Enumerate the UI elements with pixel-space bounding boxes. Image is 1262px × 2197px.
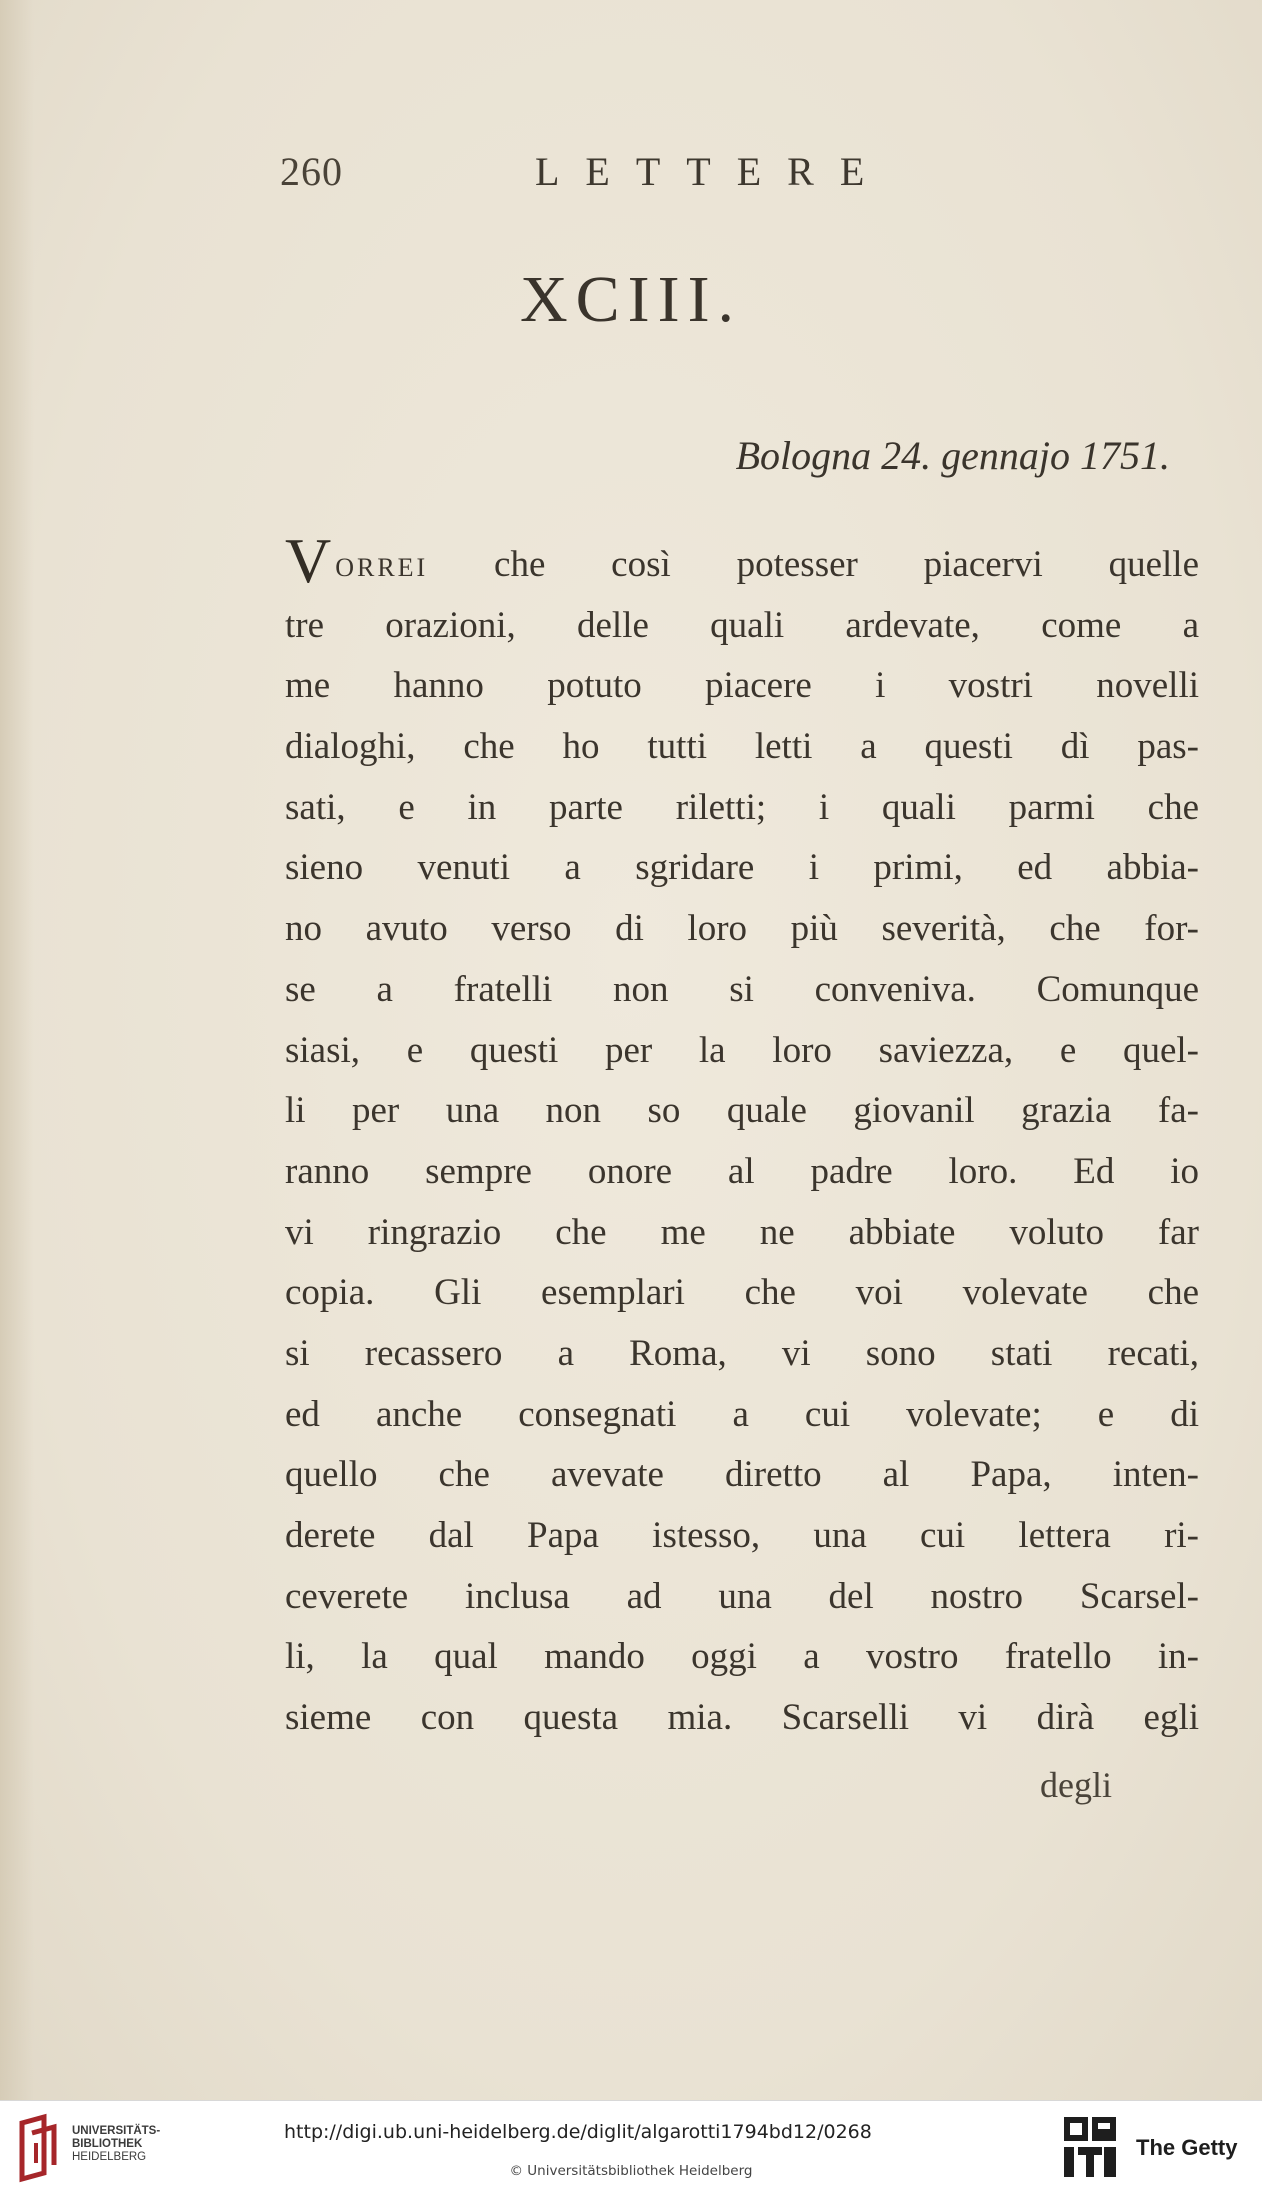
body-line: li per una non so quale giovanil grazia fa- <box>285 1090 1199 1132</box>
catchword: degli <box>1040 1765 1112 1805</box>
running-title: LETTERE <box>535 149 891 194</box>
body-line: li, la qual mando oggi a vostro fratello in- <box>285 1636 1199 1678</box>
library-name-line: UNIVERSITÄTS- <box>72 2125 161 2137</box>
logo-shape <box>1104 2147 1116 2177</box>
logo-shape <box>1070 2123 1082 2135</box>
body-line: vi ringrazio che me ne abbiate voluto far <box>285 1211 1199 1253</box>
page-number: 260 <box>280 149 343 194</box>
logo-shape <box>1098 2123 1110 2129</box>
logo-shape <box>1086 2155 1094 2177</box>
logo-shape <box>1078 2147 1102 2155</box>
running-head <box>280 148 960 198</box>
logo-shape <box>1064 2147 1074 2177</box>
body-line: siasi, e questi per la loro saviezza, e quel- <box>285 1029 1199 1071</box>
opening-word-smallcaps: orrei <box>335 544 429 585</box>
body-line: ed anche consegnati a cui volevate; e di <box>285 1393 1199 1435</box>
body-line: dialoghi, che ho tutti letti a questi dì pas- <box>285 726 1199 768</box>
drop-cap: V <box>285 525 332 596</box>
letter-number-heading: XCIII. <box>519 263 743 336</box>
body-line: sieme con questa mia. Scarselli vi dirà egli <box>285 1697 1199 1739</box>
body-line: tre orazioni, delle quali ardevate, come a <box>285 604 1199 646</box>
dateline: Bologna 24. gennajo 1751. <box>735 433 1170 478</box>
body-line: me hanno potuto piacere i vostri novelli <box>285 665 1199 707</box>
body-line-1 <box>285 525 1199 596</box>
getty-logo-icon <box>1062 2115 1118 2181</box>
body-line: ceverete inclusa ad una del nostro Scarsel- <box>285 1575 1199 1617</box>
getty-name: The Getty <box>1136 2135 1238 2160</box>
body-line: si recassero a Roma, vi sono stati recati, <box>285 1332 1199 1374</box>
library-name-line: BIBLIOTHEK <box>72 2138 143 2150</box>
body-line: no avuto verso di loro più severità, che for- <box>285 908 1199 950</box>
letter-body <box>285 525 1199 1749</box>
university-library-name <box>72 2125 192 2164</box>
viewer-footer <box>0 2100 1262 2197</box>
body-line: quello che avevate diretto al Papa, inten- <box>285 1454 1199 1496</box>
library-name-line: HEIDELBERG <box>72 2151 147 2163</box>
copyright-notice: © Universitätsbibliothek Heidelberg <box>509 2163 753 2179</box>
body-line: ranno sempre onore al padre loro. Ed io <box>285 1150 1199 1192</box>
body-line: sati, e in parte riletti; i quali parmi che <box>285 786 1199 828</box>
first-line-text: che così potesser piacervi quelle <box>494 544 1199 585</box>
body-line: sieno venuti a sgridare i primi, ed abbia- <box>285 847 1199 889</box>
body-line: copia. Gli esemplari che voi volevate che <box>285 1272 1199 1314</box>
body-line: derete dal Papa istesso, una cui lettera ri- <box>285 1515 1199 1556</box>
permalink-url[interactable]: http://digi.ub.uni-heidelberg.de/diglit/algarotti1794bd12/0268 <box>284 2121 872 2143</box>
body-line: se a fratelli non si conveniva. Comunque <box>285 968 1199 1010</box>
